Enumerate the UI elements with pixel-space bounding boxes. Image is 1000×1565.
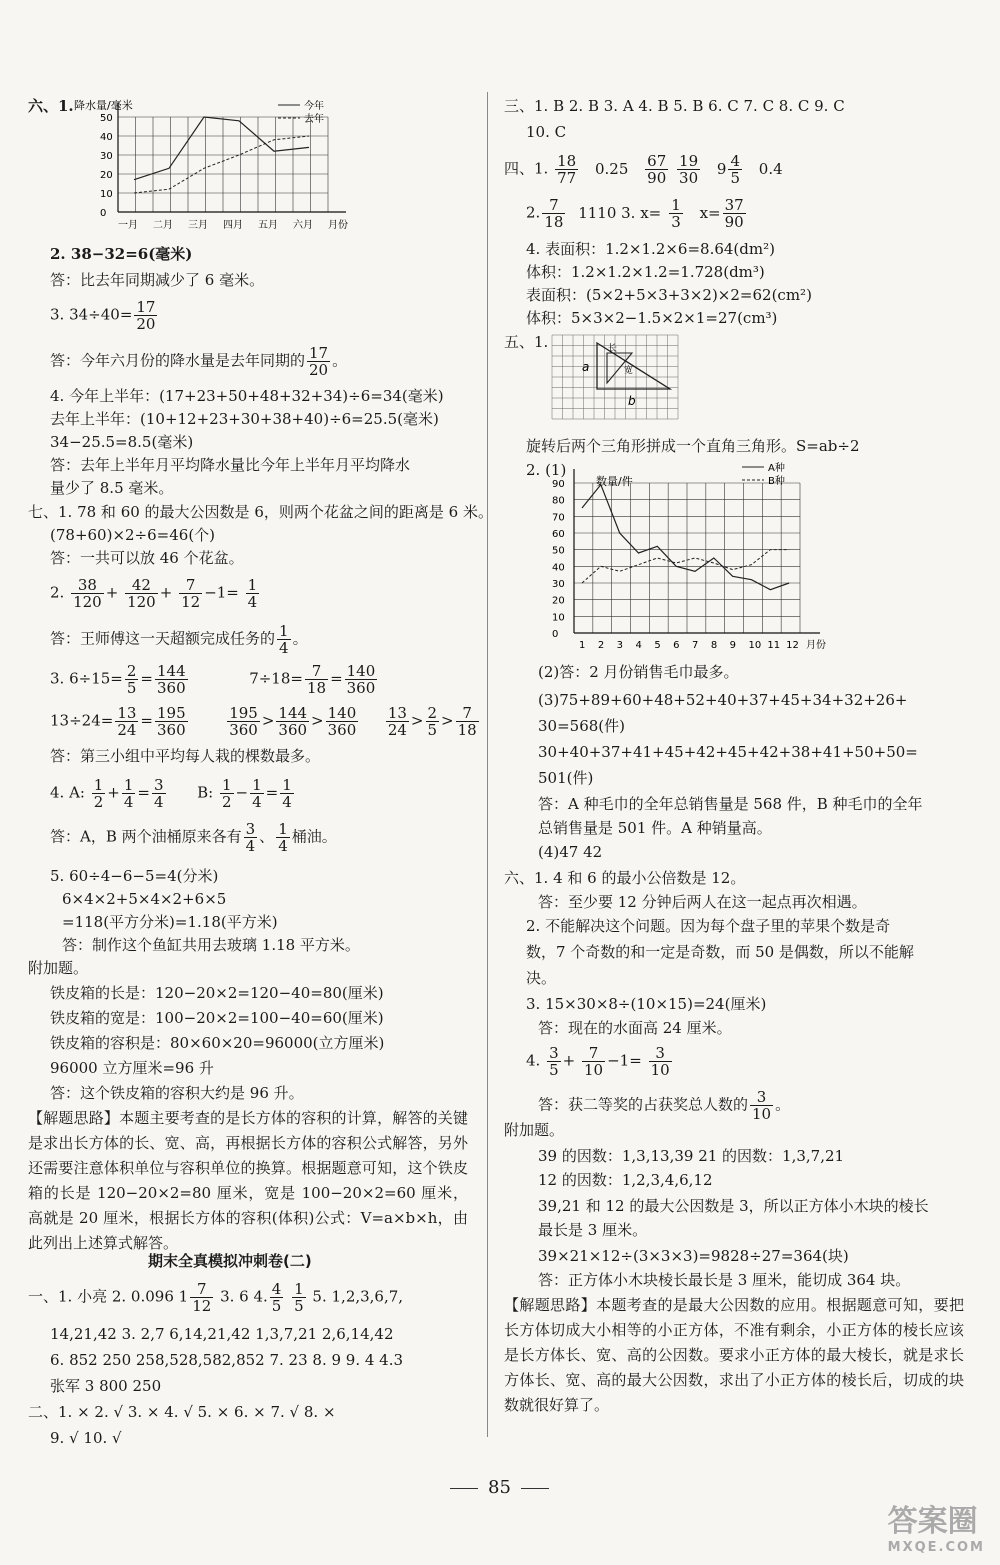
q7-4: 4. A: $\frac{1}{2}$ + $\frac{1}{4}$ = $\frac{3}{4}$ B: $\frac{1}{2}$ − $\frac{1}{4}$ = $\frac{1}{4}$ bbox=[50, 776, 292, 811]
bonus-right-line5: 39×21×12÷(3×3×3)=9828÷27=364(块) bbox=[538, 1247, 849, 1265]
part5-1-label: 五、1. bbox=[504, 333, 549, 351]
rain-ytick: 50 bbox=[100, 113, 113, 124]
q7-1-calc: (78+60)×2÷6=46(个) bbox=[50, 526, 216, 544]
q7-1: 七、1. 78 和 60 的最大公因数是 6，则两个花盆之间的距离是 6 米。 bbox=[28, 503, 493, 521]
q6-3-answer: 答：今年六月份的降水量是去年同期的 $\frac{17}{20}$ 。 bbox=[50, 344, 348, 379]
q6-4-line1: 4. 今年上半年：(17+23+50+48+32+34)÷6=34(毫米) bbox=[50, 387, 444, 405]
part5-2-q4: (4)47 42 bbox=[538, 843, 603, 861]
sales-xtick: 9 bbox=[729, 640, 737, 651]
rain-chart-title: 降水量/毫米 bbox=[74, 99, 133, 112]
rain-xtick: 四月 bbox=[223, 220, 243, 231]
sales-xtick: 5 bbox=[654, 640, 661, 651]
sales-ytick: 80 bbox=[552, 495, 565, 507]
rain-ytick: 40 bbox=[100, 132, 113, 143]
part4-1: 四、1. $\frac{18}{77}$ 0.25 $\frac{67}{90}$ $\frac{19}{30}$ 9 $\frac{4}{5}$ 0.4 bbox=[504, 152, 783, 187]
sales-xtick: 3 bbox=[616, 640, 624, 651]
part1-line4: 张军 3 800 250 bbox=[50, 1377, 162, 1395]
rainfall-chart bbox=[68, 95, 368, 235]
q7-3-answer: 答：第三小组中平均每人栽的棵数最多。 bbox=[50, 747, 321, 765]
sales-xtick: 6 bbox=[673, 640, 680, 651]
q7-4-answer: 答：A，B 两个油桶原来各有 $\frac{3}{4}$ 、 $\frac{1}{4}$ 桶油。 bbox=[50, 820, 337, 855]
rain-xtick: 三月 bbox=[188, 220, 208, 231]
bonus-right-line4: 最长是 3 厘米。 bbox=[538, 1221, 648, 1239]
page-number: 85 bbox=[440, 1477, 559, 1498]
sales-xtick: 月份 bbox=[806, 640, 826, 651]
sales-ytick: 70 bbox=[552, 512, 565, 524]
part6-3: 3. 15×30×8÷(10×15)=24(厘米) bbox=[526, 995, 767, 1013]
bonus-line1: 铁皮箱的长是：120−20×2=120−40=80(厘米) bbox=[50, 984, 384, 1002]
rain-ytick: 30 bbox=[100, 151, 113, 162]
part4-4-line2: 体积：1.2×1.2×1.2=1.728(dm³) bbox=[526, 263, 765, 281]
part6-2-line2: 数，7 个奇数的和一定是奇数，而 50 是偶数，所以不能解 bbox=[526, 943, 914, 961]
legend-last-year: 去年 bbox=[304, 114, 324, 125]
sales-xtick: 10 bbox=[748, 640, 762, 651]
bonus-right-line3: 39,21 和 12 的最大公因数是 3，所以正方体小木块的棱长 bbox=[538, 1197, 929, 1215]
legend-this-year: 今年 bbox=[304, 101, 324, 112]
part6-4-answer: 答：获二等奖的占获奖总人数的 $\frac{3}{10}$ 。 bbox=[538, 1088, 791, 1123]
part6-1-answer: 答：至少要 12 分钟后两人在这一起点再次相遇。 bbox=[538, 893, 867, 911]
last-year-line bbox=[134, 136, 309, 193]
q6-4-line2: 去年上半年：(10+12+23+30+38+40)÷6=25.5(毫米) bbox=[50, 410, 439, 428]
rain-xtick: 六月 bbox=[293, 220, 313, 231]
q6-2: 2. 38−32=6(毫米) bbox=[50, 245, 193, 263]
part1-line3: 6. 852 250 258,528,582,852 7. 23 8. 9 9. 4 4.3 bbox=[50, 1351, 404, 1369]
q6-3: 3. 34÷40= $\frac{17}{20}$ bbox=[50, 298, 156, 333]
q6-4-answer1: 答：去年上半年月平均降水量比今年上半年月平均降水 bbox=[50, 456, 411, 474]
q7-3-line1: 3. 6÷15= $\frac{2}{5}$ = $\frac{144}{360}$ 7÷18= $\frac{7}{18}$ = $\frac{140}{360}$ bbox=[50, 662, 376, 697]
q6-4-answer2: 量少了 8.5 毫米。 bbox=[50, 479, 174, 497]
rain-ytick: 0 bbox=[100, 208, 107, 219]
rain-xtick: 月份 bbox=[328, 220, 348, 231]
sales-ytick: 0 bbox=[552, 629, 559, 640]
part6-4: 4. $\frac{3}{5}$ + $\frac{7}{10}$ −1= $\frac{3}{10}$ bbox=[526, 1044, 670, 1079]
q7-1-answer: 答：一共可以放 46 个花盆。 bbox=[50, 549, 244, 567]
part4-4-line3: 表面积：(5×2+5×3+3×2)×2=62(cm²) bbox=[526, 286, 812, 304]
triangle-grid bbox=[548, 331, 728, 431]
bonus-right-answer: 答：正方体小木块棱长最长是 3 厘米，能切成 364 块。 bbox=[538, 1271, 911, 1289]
bonus-line2: 铁皮箱的宽是：100−20×2=100−40=60(厘米) bbox=[50, 1009, 384, 1027]
sales-xtick: 4 bbox=[635, 640, 642, 651]
part6-2-line1: 2. 不能解决这个问题。因为每个盘子里的苹果个数是奇 bbox=[526, 917, 891, 935]
rain-xtick: 五月 bbox=[258, 220, 278, 231]
rain-ytick: 10 bbox=[100, 189, 113, 200]
part3-line2: 10. C bbox=[526, 123, 567, 141]
sales-chart-title: 数量/件 bbox=[596, 475, 633, 488]
q7-2: 2. $\frac{38}{120}$ + $\frac{42}{120}$ + $\frac{7}{12}$ −1= $\frac{1}{4}$ bbox=[50, 576, 258, 611]
part5-2-q3-line2: 30=568(件) bbox=[538, 717, 625, 735]
watermark: 答案圈 MXQE.COM bbox=[887, 1504, 985, 1555]
bonus-right-line2: 12 的因数：1,2,3,4,6,12 bbox=[538, 1171, 713, 1189]
q6-2-answer: 答：比去年同期减少了 6 毫米。 bbox=[50, 271, 265, 289]
part5-2-q3-line3: 30+40+37+41+45+42+45+42+38+41+50+50= bbox=[538, 743, 918, 761]
part5-2-q3-line4: 501(件) bbox=[538, 769, 594, 787]
sales-ytick: 30 bbox=[552, 579, 565, 590]
part4-4-line1: 4. 表面积：1.2×1.2×6=8.64(dm²) bbox=[526, 240, 775, 258]
part4-4-line4: 体积：5×3×2−1.5×2×1=27(cm³) bbox=[526, 309, 778, 327]
q6-4-line3: 34−25.5=8.5(毫米) bbox=[50, 433, 194, 451]
solution-tip-right: 【解题思路】本题考查的是最大公因数的应用。根据题意可知，要把长方体切成大小相等的小正方体，不准有剩余，小正方体的棱长应该是长方体长、宽、高的公因数。要求小正方体的最大棱长，就是求长方体长、宽、高的最大公因数，求出了小正方体的棱长后，切成的块数就很好算了。 bbox=[504, 1296, 964, 1414]
solution-tip-left: 【解题思路】本题主要考查的是长方体的容积的计算，解答的关键是求出长方体的长、宽、高，再根据长方体的容积公式解答，另外还需要注意体积单位与容积单位的换算。根据题意可知，这个铁皮箱的长是 120−20×2=80 厘米，宽是 100−20×2=60 厘米，高就是 20 厘米，根据长方体的容积(体积)公式：V=a×b×h，由此列出上述算式解答。 bbox=[28, 1109, 468, 1252]
part1-line1: 一、1. 小亮 2. 0.096 1 $\frac{7}{12}$ 3. 6 4. $\frac{4}{5}$ $\frac{1}{5}$ 5. 1,2,3,6,7, bbox=[28, 1280, 404, 1315]
sales-xtick: 7 bbox=[692, 640, 699, 651]
q6-1-label: 六、1. bbox=[28, 97, 74, 115]
q7-5-answer: 答：制作这个鱼缸共用去玻璃 1.18 平方米。 bbox=[62, 936, 360, 954]
label-b: b bbox=[628, 394, 636, 408]
series-a-line bbox=[582, 485, 789, 590]
label-long: 长 bbox=[608, 344, 618, 354]
sales-xtick: 11 bbox=[767, 640, 781, 651]
q7-5-line3: =118(平方分米)=1.18(平方米) bbox=[62, 913, 278, 931]
q7-3-line2: 13÷24= $\frac{13}{24}$ = $\frac{195}{360}$ $\frac{195}{360}$ > $\frac{144}{360}$ > $\frac{140}{360}$ $\frac{13}{24}$ > $\frac{2}{5}$ > $\frac{7}{18}$ bbox=[50, 704, 477, 739]
sales-xtick: 1 bbox=[579, 640, 586, 651]
sales-ytick: 10 bbox=[552, 612, 565, 624]
label-a: a bbox=[582, 360, 590, 374]
rain-xtick: 二月 bbox=[153, 220, 173, 231]
q7-5-line1: 5. 60÷4−6−5=4(分米) bbox=[50, 867, 219, 885]
part5-2-q2: (2)答：2 月份销售毛巾最多。 bbox=[538, 663, 739, 681]
sales-ytick: 40 bbox=[552, 562, 565, 574]
bonus-title-right: 附加题。 bbox=[504, 1121, 565, 1139]
rain-xtick: 一月 bbox=[118, 220, 138, 231]
legend-a: A种 bbox=[768, 463, 785, 474]
part6-3-answer: 答：现在的水面高 24 厘米。 bbox=[538, 1019, 732, 1037]
rain-ytick: 20 bbox=[100, 170, 113, 181]
towel-sales-chart bbox=[544, 461, 854, 661]
part5-2-q3-line1: (3)75+89+60+48+52+40+37+45+34+32+26+ bbox=[538, 691, 908, 709]
this-year-line bbox=[134, 117, 309, 180]
part6-1: 六、1. 4 和 6 的最小公倍数是 12。 bbox=[504, 869, 746, 887]
part5-2-answer1: 答：A 种毛巾的全年总销售量是 568 件，B 种毛巾的全年 bbox=[538, 795, 923, 813]
part5-1-text: 旋转后两个三角形拼成一个直角三角形。S=ab÷2 bbox=[526, 437, 860, 455]
sales-xtick: 2 bbox=[597, 640, 605, 651]
sales-ytick: 50 bbox=[552, 545, 565, 557]
q7-5-line2: 6×4×2+5×4×2+6×5 bbox=[62, 890, 227, 908]
part3-line1: 三、1. B 2. B 3. A 4. B 5. B 6. C 7. C 8. C 9. C bbox=[504, 97, 845, 115]
bonus-answer: 答：这个铁皮箱的容积大约是 96 升。 bbox=[50, 1084, 304, 1102]
part2-line2: 9. √ 10. √ bbox=[50, 1429, 122, 1447]
bonus-line4: 96000 立方厘米=96 升 bbox=[50, 1059, 214, 1077]
sales-ytick: 90 bbox=[552, 479, 565, 490]
label-wide: 宽 bbox=[624, 366, 634, 376]
sales-xtick: 12 bbox=[786, 640, 799, 651]
bonus-title: 附加题。 bbox=[28, 959, 89, 977]
sales-xtick: 8 bbox=[710, 640, 718, 651]
part6-2-line3: 决。 bbox=[526, 969, 557, 987]
part5-2-label: 2. (1) bbox=[526, 461, 567, 479]
q7-2-answer: 答：王师傅这一天超额完成任务的 $\frac{1}{4}$ 。 bbox=[50, 622, 308, 657]
column-divider bbox=[487, 92, 488, 1437]
part4-2: 2. $\frac{7}{18}$ 1110 3. x= $\frac{1}{3}$ x= $\frac{37}{90}$ bbox=[526, 196, 744, 231]
legend-b: B种 bbox=[768, 476, 785, 487]
bonus-right-line1: 39 的因数：1,3,13,39 21 的因数：1,3,7,21 bbox=[538, 1147, 845, 1165]
bonus-line3: 铁皮箱的容积是：80×60×20=96000(立方厘米) bbox=[50, 1034, 385, 1052]
part2-line1: 二、1. × 2. √ 3. × 4. √ 5. × 6. × 7. √ 8. × bbox=[28, 1403, 336, 1421]
part1-line2: 14,21,42 3. 2,7 6,14,21,42 1,3,7,21 2,6,14,42 bbox=[50, 1325, 394, 1343]
exam-title: 期末全真模拟冲刺卷(二) bbox=[148, 1252, 312, 1270]
part5-2-answer2: 总销售量是 501 件。A 种销量高。 bbox=[538, 819, 772, 837]
sales-ytick: 60 bbox=[552, 529, 565, 540]
sales-ytick: 20 bbox=[552, 595, 565, 607]
